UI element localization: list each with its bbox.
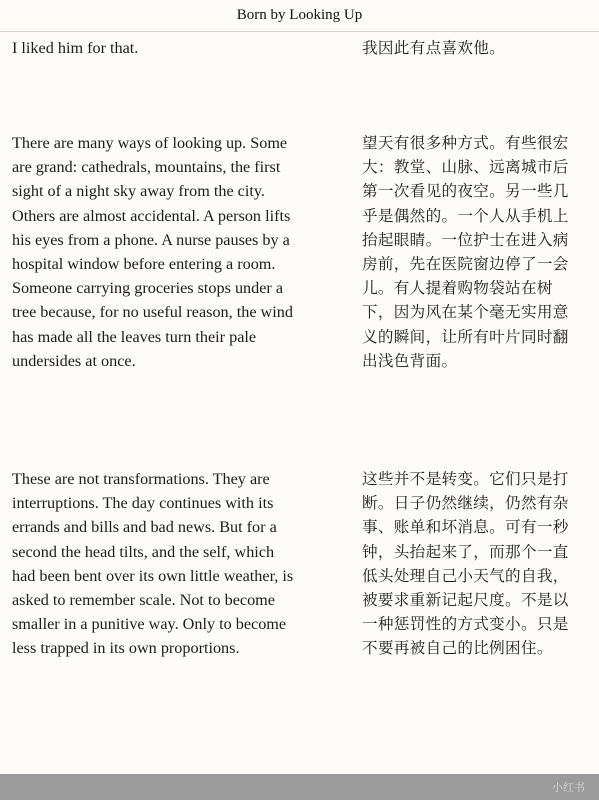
chinese-paragraph: 这些并不是转变。它们只是打 断。日子仍然继续，仍然有杂 事、账单和坏消息。可有一秒 钟，头抬起来了，而那个一直 低头处理自己小天气的自我， 被要求重新记起尺度。不是以 一种惩罚性的方式变小。只是 不要再被自己的比例困住。 <box>362 470 569 658</box>
chinese-paragraph: 我因此有点喜欢他。 <box>362 39 506 57</box>
english-paragraph: I liked him for that. <box>12 39 139 57</box>
footer-bar <box>0 774 599 800</box>
watermark-logo: 小红书 <box>552 781 585 794</box>
english-paragraph: There are many ways of looking up. Some are grand: cathedrals, mountains, the first sight of a night sky away from the city. Others are almost accidental. A person lifts his eyes from a phone. A nurse pauses by a hospital window before entering a room. Someone carrying groceries stops under a tree because, for no useful reason, the wind has made all the leaves turn their pale undersides at once. <box>12 134 293 370</box>
english-paragraph: These are not transformations. They are interruptions. The day continues with its errands and bills and bad news. But for a second the head tilts, and the self, which had been bent over its own little weather, is asked to remember scale. Not to become smaller in a punitive way. Only to become less trapped in its own proportions. <box>12 470 294 658</box>
chinese-paragraph: 望天有很多种方式。有些很宏 大：教堂、山脉、远离城市后 第一次看见的夜空。另一些几 乎是偶然的。一个人从手机上 抬起眼睛。一位护士在进入病 房前，先在医院窗边停了一会 儿。有人提着购物袋站在树 下，因为风在某个毫无实用意 义的瞬间，让所有叶片同时翻 出浅色背面。 <box>362 134 569 370</box>
page-title: Born by Looking Up <box>236 7 363 23</box>
page-header <box>0 0 599 32</box>
